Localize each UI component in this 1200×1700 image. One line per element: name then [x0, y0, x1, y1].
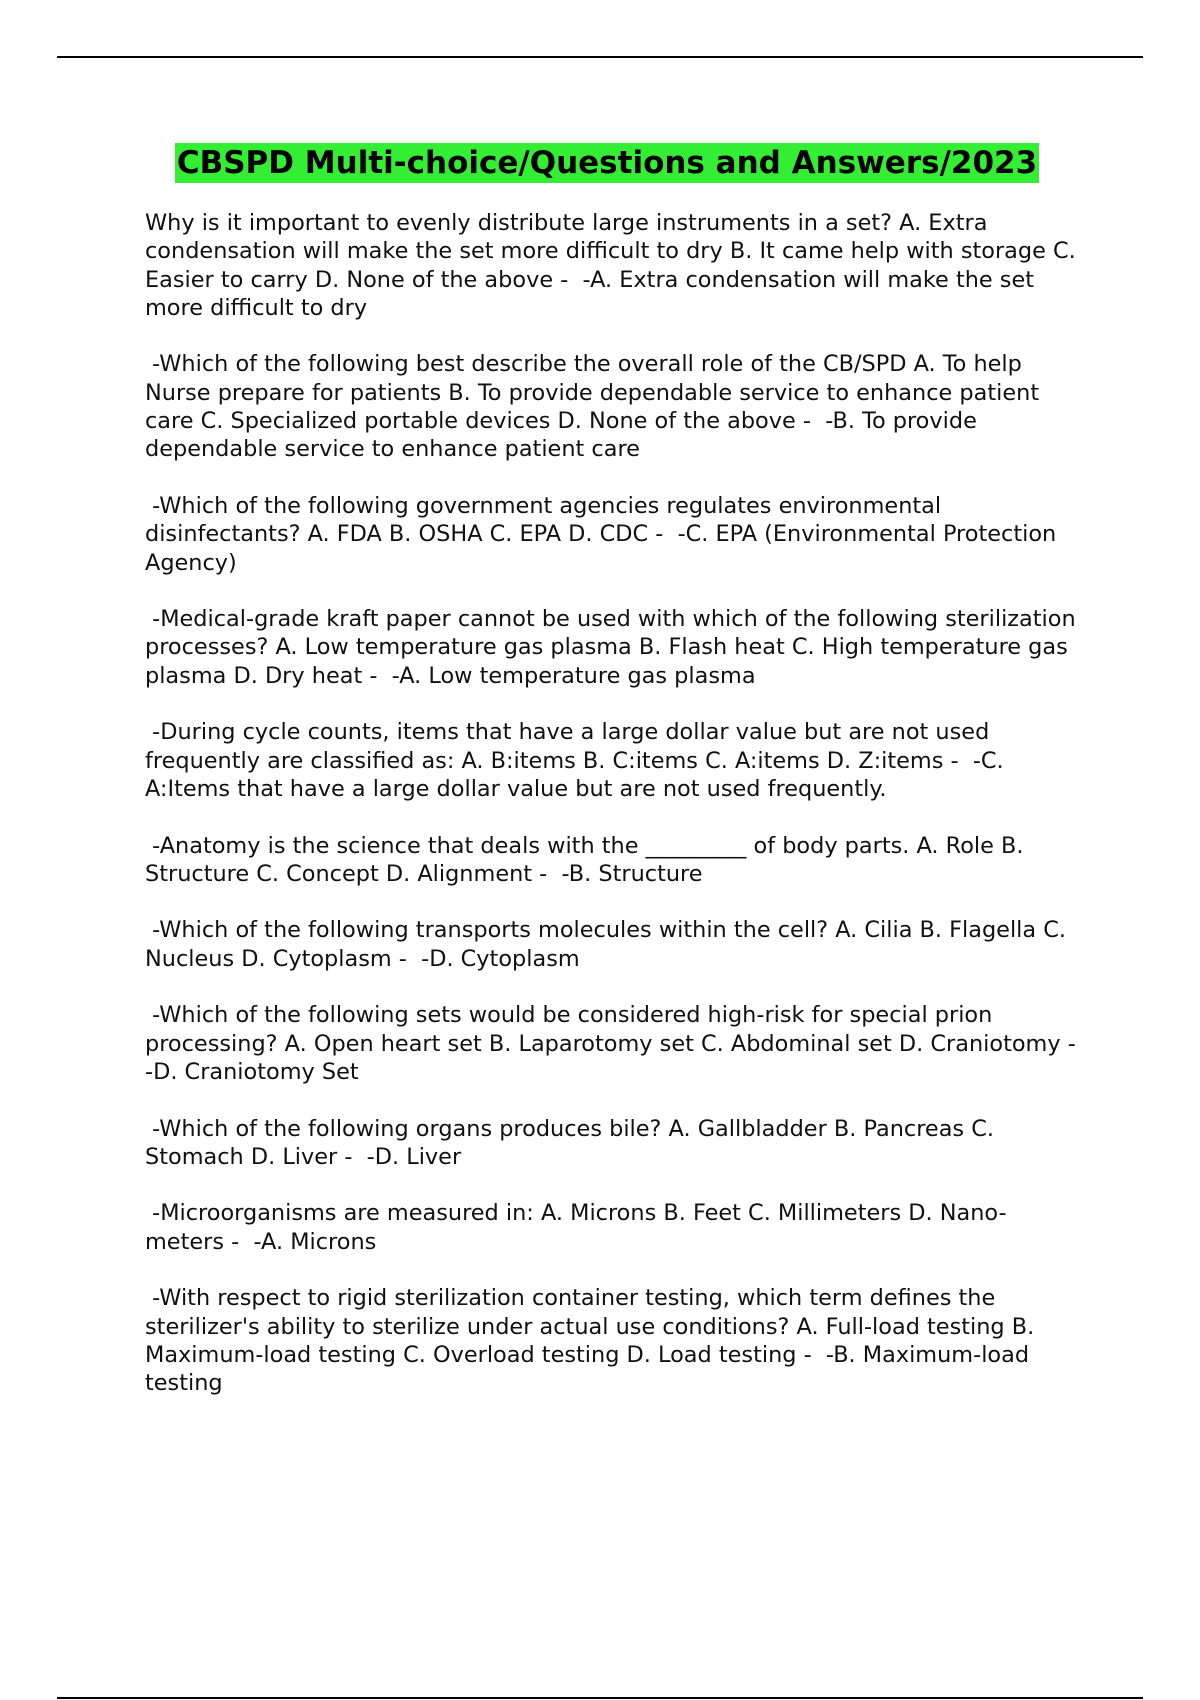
bottom-rule — [57, 1697, 1143, 1699]
document-title: CBSPD Multi-choice/Questions and Answers/2023 — [176, 145, 1038, 181]
question-4: -Medical-grade kraft paper cannot be used with which of the following sterilization processes? A. Low temperature gas plasma B. Flash heat C. High temperature gas plasma D. Dry heat - -A. Low temperature gas plasma — [145, 606, 1083, 689]
title-container — [0, 143, 1200, 183]
question-6: -Anatomy is the science that deals with the _________ of body parts. A. Role B. Structure C. Concept D. Alignment - -B. Structure — [145, 832, 1031, 887]
question-5: -During cycle counts, items that have a large dollar value but are not used frequently are classified as: A. B:items B. C:items C. A:items D. Z:items - -C. A:Items that have a large dollar value but are not used frequently. — [145, 719, 1011, 802]
question-8: -Which of the following sets would be considered high-risk for special prion processing? A. Open heart set B. Laparotomy set C. Abdominal set D. Craniotomy - -D. Craniotomy Set — [145, 1002, 1091, 1085]
question-10: -Microorganisms are measured in: A. Microns B. Feet C. Millimeters D. Nano-meters - -A. Microns — [145, 1200, 1007, 1255]
question-1: Why is it important to evenly distribute large instruments in a set? A. Extra condensation will make the set more difficult to dry B. It came help with storage C. Easier to carry D. None of the above - -A. Extra condensation will make the set more difficult to dry — [145, 210, 1083, 321]
question-3: -Which of the following government agencies regulates environmental disinfectants? A. FDA B. OSHA C. EPA D. CDC - -C. EPA (Environmental Protection Agency) — [145, 492, 1064, 576]
question-2: -Which of the following best describe the overall role of the CB/SPD A. To help Nurse prepare for patients B. To provide dependable service to enhance patient care C. Specialized portable devices D. None of the above - -B. To provide dependable service to enhance patient care — [145, 351, 1047, 463]
question-7: -Which of the following transports molecules within the cell? A. Cilia B. Flagella C. Nucleus D. Cytoplasm - -D. Cytoplasm — [145, 917, 1074, 972]
question-9: -Which of the following organs produces bile? A. Gallbladder B. Pancreas C. Stomach D. Liver - -D. Liver — [145, 1115, 1002, 1170]
top-rule — [57, 56, 1143, 58]
question-11: -With respect to rigid sterilization container testing, which term defines the sterilizer's ability to sterilize under actual use conditions? A. Full-load testing B. Maximum-load testing C. Overload testing D. Load testing - -B. Maximum-load testing — [145, 1285, 1042, 1397]
question-list — [145, 209, 1091, 1426]
